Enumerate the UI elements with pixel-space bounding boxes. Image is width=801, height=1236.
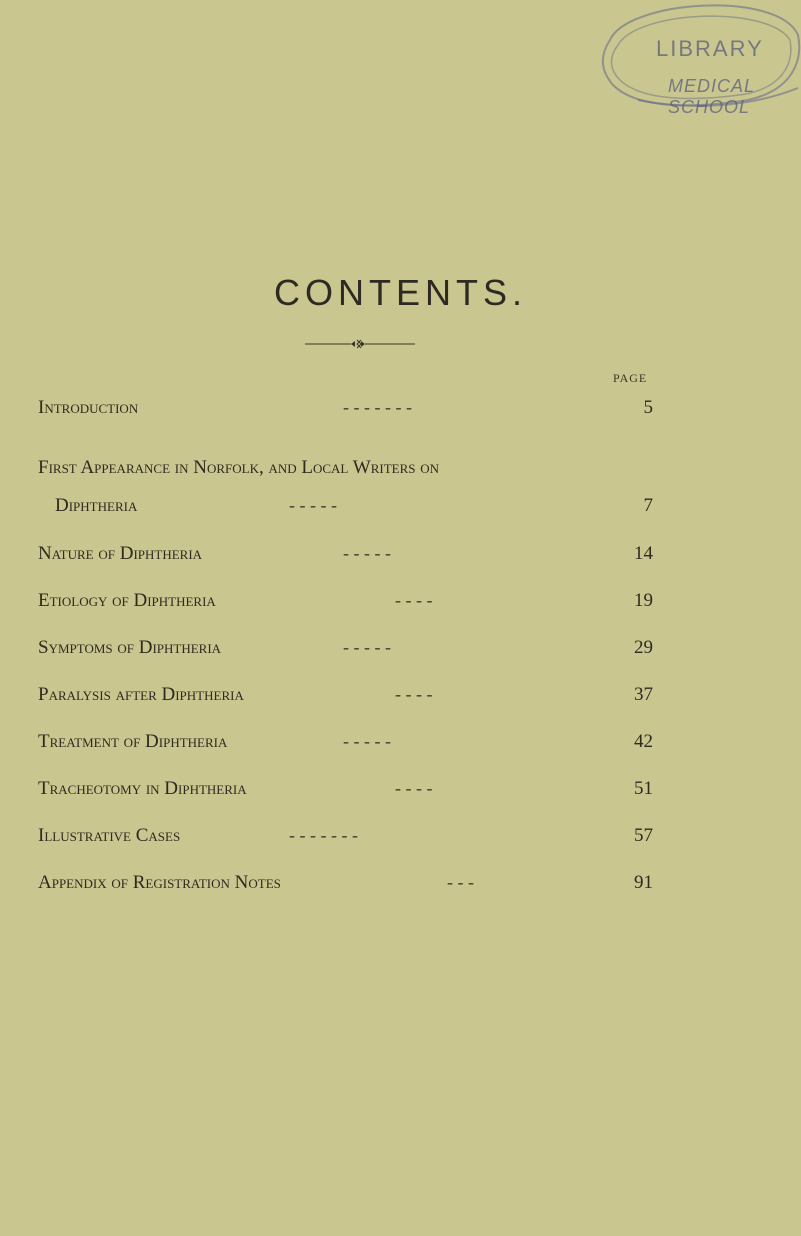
toc-entry-leader: - - - - - - - — [289, 825, 358, 845]
page-title: CONTENTS. — [273, 272, 527, 313]
toc-entry-title: Symptoms of Diphtheria — [38, 637, 222, 658]
toc-entry-leader: - - - - — [395, 778, 433, 798]
toc-entry-title: Appendix of Registration Notes — [38, 872, 281, 893]
toc-entry-title: Treatment of Diphtheria — [38, 731, 228, 752]
toc-entry-leader: - - - — [447, 872, 474, 892]
toc-entry-page: 5 — [643, 397, 653, 418]
toc-entry-page: 29 — [634, 637, 653, 658]
toc-entry-page: 7 — [643, 495, 653, 516]
toc-entry-page: 37 — [634, 684, 653, 705]
toc-entry-leader: - - - - - — [343, 543, 391, 563]
toc-entry-leader: - - - - - — [289, 495, 337, 515]
toc-entry-page: 14 — [634, 543, 653, 564]
toc-entry-title: Nature of Diphtheria — [38, 543, 203, 564]
toc-entry-leader: - - - - - — [343, 637, 391, 657]
toc-entry-title: Etiology of Diphtheria — [38, 590, 216, 611]
toc-entry-title-continued: Diphtheria — [55, 495, 138, 516]
page-column-header: PAGE — [613, 371, 648, 385]
toc-entry-page: 51 — [634, 778, 653, 799]
stamp-line-school: MEDICAL SCHOOL — [668, 76, 755, 117]
toc-entry-title: Tracheotomy in Diphtheria — [38, 778, 247, 799]
toc-entry-leader: - - - - - — [343, 731, 391, 751]
toc-entry-title: First Appearance in Norfolk, and Local Writers on — [38, 457, 440, 478]
toc-entry-leader: - - - - - - - — [343, 397, 412, 417]
toc-entry-page: 19 — [634, 590, 653, 611]
stamp-line-library: LIBRARY — [656, 36, 764, 61]
toc-entry-title: Introduction — [38, 397, 139, 418]
toc-entry-page: 57 — [634, 825, 653, 846]
toc-entry-leader: - - - - — [395, 684, 433, 704]
toc-entry-title: Paralysis after Diphtheria — [38, 684, 244, 705]
toc-entry-page: 42 — [634, 731, 653, 752]
toc-entry-page: 91 — [634, 872, 653, 893]
toc-entry-leader: - - - - — [395, 590, 433, 610]
toc-entry-title: Illustrative Cases — [38, 825, 181, 846]
